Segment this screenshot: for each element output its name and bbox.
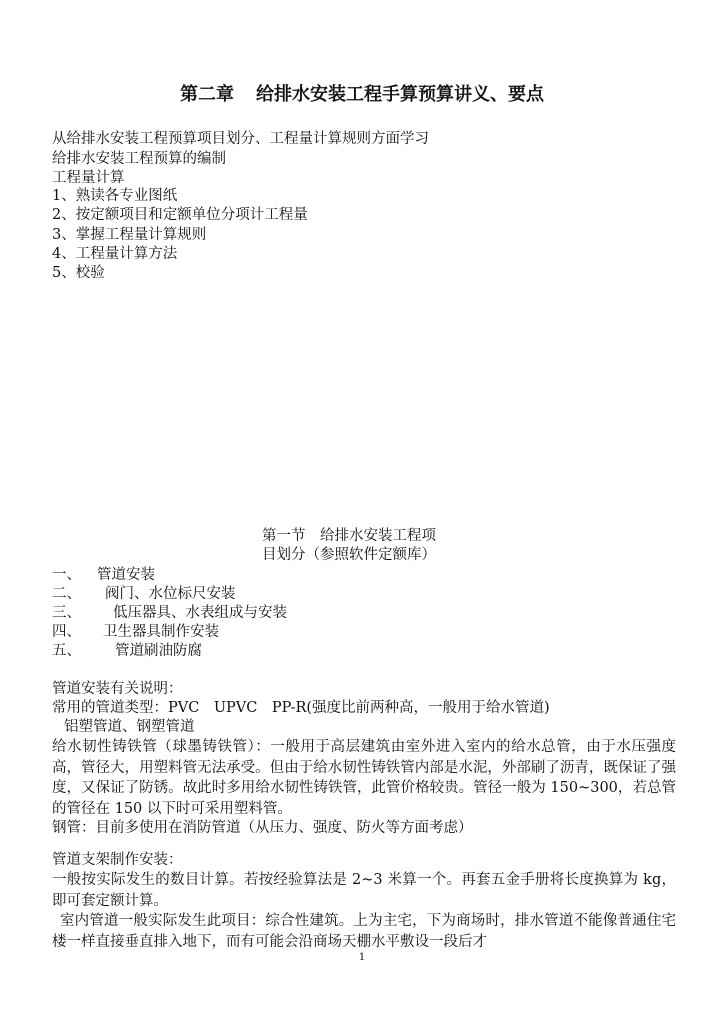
item-text: 管道刷油防腐 xyxy=(115,643,202,659)
chapter-label: 第二章 xyxy=(180,84,234,105)
list-item xyxy=(52,642,202,661)
item-text: 卫生器具制作安装 xyxy=(103,624,219,640)
pipe-types-2: 铝塑管道、钢塑管道 xyxy=(64,719,195,735)
item-number: 五、 xyxy=(52,643,81,659)
intro-line: 给排水安装工程预算的编制 xyxy=(52,151,226,167)
intro-line: 3、掌握工程量计算规则 xyxy=(52,227,207,243)
list-item xyxy=(52,604,287,623)
support-paragraph-1: 一般按实际发生的数目计算。若按经验算法是 2~3 米算一个。再套五金手册将长度换算为 kg，即可套定额计算。 xyxy=(52,872,676,909)
item-text: 管道安装 xyxy=(97,567,155,583)
intro-line: 从给排水安装工程预算项目划分、工程量计算规则方面学习 xyxy=(52,131,429,147)
intro-line: 工程量计算 xyxy=(52,170,125,186)
item-text: 阀门、水位标尺安装 xyxy=(105,586,236,602)
item-number: 三、 xyxy=(52,605,81,621)
steel-pipe-note: 钢管：目前多使用在消防管道（从压力、强度、防火等方面考虑） xyxy=(52,820,473,836)
list-item xyxy=(52,585,236,604)
section-heading-line2: 目划分（参照软件定额库） xyxy=(262,547,436,563)
ductile-iron-paragraph: 给水韧性铸铁管（球墨铸铁管）：一般用于高层建筑由室外进入室内的给水总管，由于水压强度高，管径大，用塑料管无法承受。但由于给水韧性铸铁管内部是水泥，外部刷了沥青，既保证了强度，又保证了防锈。故此时多用给水韧性铸铁管，此管价格较贵。管径一般为 150~300，若总管的管径在 150 以下时可采用塑料管。 xyxy=(52,739,676,817)
intro-line: 1、熟读各专业图纸 xyxy=(52,188,178,204)
pipe-types: 常用的管道类型：PVC UPVC PP-R(强度比前两种高，一般用于给水管道) xyxy=(52,700,550,716)
intro-line: 4、工程量计算方法 xyxy=(52,246,178,262)
list-item xyxy=(52,566,155,585)
item-text: 低压器具、水表组成与安装 xyxy=(113,605,287,621)
item-number: 四、 xyxy=(52,624,81,640)
item-number: 二、 xyxy=(52,586,81,602)
title-text: 给排水安装工程手算预算讲义、要点 xyxy=(256,84,544,105)
list-item xyxy=(52,623,219,642)
section-heading-line1: 第一节 给排水安装工程项 xyxy=(262,528,436,544)
pipe-heading: 管道安装有关说明： xyxy=(52,681,183,697)
intro-line: 2、按定额项目和定额单位分项计工程量 xyxy=(52,207,308,223)
item-number: 一、 xyxy=(52,567,81,583)
support-paragraph-2: 室内管道一般实际发生此项目：综合性建筑。上为主宅，下为商场时，排水管道不能像普通住宅楼一样直接垂直排入地下，而有可能会沿商场天棚水平敷设一段后才 xyxy=(52,913,676,950)
intro-line: 5、校验 xyxy=(52,265,105,281)
page-title xyxy=(0,80,724,106)
support-heading: 管道支架制作安装： xyxy=(52,852,183,868)
page-number: 1 xyxy=(358,952,366,963)
